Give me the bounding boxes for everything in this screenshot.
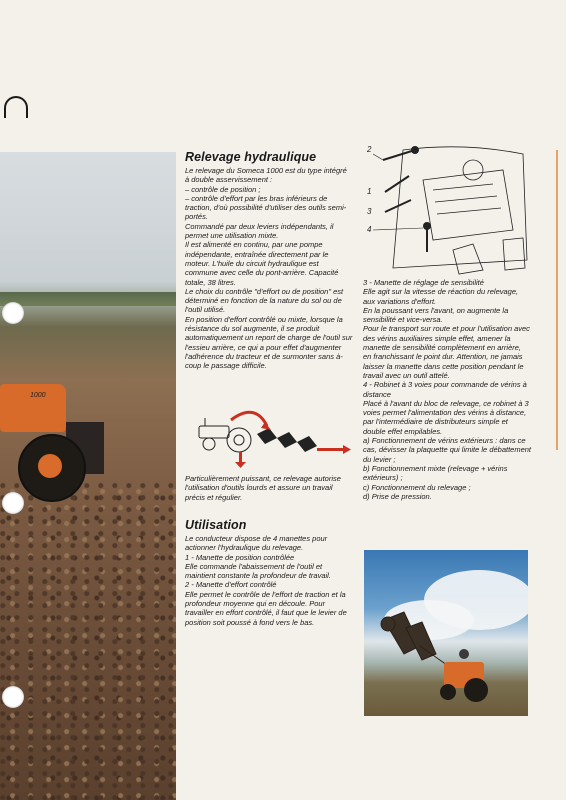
- page-edge: [556, 150, 558, 450]
- tree-line: [0, 292, 176, 306]
- driver: [459, 649, 469, 659]
- label-1: 1: [367, 187, 372, 196]
- tractor-wheel: [464, 678, 488, 702]
- punch-hole: [2, 302, 24, 324]
- relevage-section: [185, 150, 353, 371]
- load-arrowhead-icon: [235, 462, 246, 468]
- utilisation-paragraph: 2 - Manette d'effort contrôlé: [185, 580, 277, 590]
- relevage-paragraph: Le relevage du Someca 1000 est du type intégré à double asservissement :: [185, 166, 347, 185]
- label-3: 3: [367, 207, 372, 216]
- tractor-badge: 1000: [30, 392, 46, 399]
- relevage-paragraph: En position d'effort contrôlé ou mixte, lorsque la résistance du sol augmente, il se produit automatiquement un report de charge de l'outil sur l'essieu arrière, ce qui a pour effet d'augmenter l'adhérence du tracteur et de surmonter sans à-coup le passage difficile.: [185, 314, 353, 371]
- plow-hitch-diagram: [185, 408, 353, 468]
- binder-clip-icon: [4, 96, 28, 118]
- controls-paragraph: En la poussant vers l'avant, on augmente la sensibilité et vice-versa.: [363, 305, 509, 325]
- controls-paragraph: 3 - Manette de réglage de sensibilité: [363, 278, 484, 287]
- utilisation-section: [185, 518, 353, 627]
- utilisation-paragraph: Elle permet le contrôle de l'effort de traction et la profondeur moyenne qui en découle. Pour travailler en effort contrôlé, il faut que le levier de position soit poussé à fond vers le bas.: [185, 589, 347, 627]
- plow-icon: [257, 428, 317, 452]
- raised-plow-photo: [364, 550, 528, 716]
- tractor-wheel-hub: [38, 454, 62, 478]
- controls-paragraph: b) Fonctionnement mixte (relevage + vérins extérieurs) ;: [363, 463, 508, 483]
- control-levers-drawing: [363, 140, 531, 280]
- utilisation-paragraph: 1 - Manette de position contrôlée: [185, 552, 295, 562]
- diagram-caption: [185, 474, 353, 502]
- relevage-paragraph: Il est alimenté en continu, par une pompe indépendante, entraînée directement par le moteur. L'huile du circuit hydraulique est commune avec celle du pont-arrière. Capacité totale, 38 litres.: [185, 240, 339, 287]
- label-2: 2: [367, 145, 372, 154]
- raised-plow-drawing: [364, 550, 528, 716]
- controls-paragraph: Elle agit sur la vitesse de réaction du relevage, aux variations d'effort.: [363, 287, 519, 306]
- label-4: 4: [367, 225, 372, 234]
- controls-paragraph: c) Fonctionnement du relevage ;: [363, 482, 471, 492]
- controls-paragraph: a) Fonctionnement de vérins extérieurs : dans ce cas, dévisser la plaquette qui limite le débattement du levier ;: [363, 436, 532, 464]
- relevage-paragraph: – contrôle de position ;: [185, 184, 261, 194]
- relevage-paragraph: Le choix du contrôle "d'effort ou de position" est déterminé en fonction de la nature du sol ou de l'outil utilisé.: [185, 286, 344, 315]
- traction-arrow-icon: [317, 448, 343, 451]
- punch-hole: [2, 686, 24, 708]
- controls-paragraph: 4 - Robinet à 3 voies pour commande de vérins à distance: [363, 380, 527, 399]
- controls-paragraph: Pour le transport sur route et pour l'utilisation avec des vérins auxiliaires simple effet, amener la manette de sensibilité complètement en arrière, en franchissant le point dur. Attention, ne jamais laisser la manette dans cette position pendant le travail avec un outil attelé.: [363, 324, 530, 380]
- plowed-soil: [0, 482, 176, 800]
- relevage-paragraph: Commandé par deux leviers indépendants, il permet une utilisation mixte.: [185, 221, 334, 241]
- traction-arrowhead-icon: [343, 445, 351, 454]
- caption-text: Particulièrement puissant, ce relevage autorise l'utilisation d'outils lourds et assure un travail précis et régulier.: [185, 474, 341, 502]
- tractor-wheel: [440, 684, 456, 700]
- utilisation-paragraph: Le conducteur dispose de 4 manettes pour actionner l'hydraulique du relevage.: [185, 534, 328, 553]
- tractor-outline-icon: [199, 418, 251, 452]
- controls-section: [363, 278, 531, 501]
- punch-hole: [2, 492, 24, 514]
- utilisation-paragraph: Elle commande l'abaissement de l'outil et maintient constante la profondeur de travail.: [185, 561, 331, 581]
- utilisation-title: Utilisation: [185, 518, 247, 532]
- relevage-paragraph: – contrôle d'effort par les bras inférieurs de traction, d'où possibilité d'utiliser des outils semi-portés.: [185, 193, 347, 222]
- lift-arrow-icon: [231, 412, 267, 426]
- controls-paragraph: Placé à l'avant du bloc de relevage, ce robinet à 3 voies permet l'alimentation des vérins à distance, par l'intermédiaire de distributeurs simple et double effet empilables.: [363, 398, 529, 436]
- relevage-title: Relevage hydraulique: [185, 150, 317, 164]
- field-tractor-photo: [0, 152, 176, 800]
- controls-paragraph: d) Prise de pression.: [363, 491, 432, 501]
